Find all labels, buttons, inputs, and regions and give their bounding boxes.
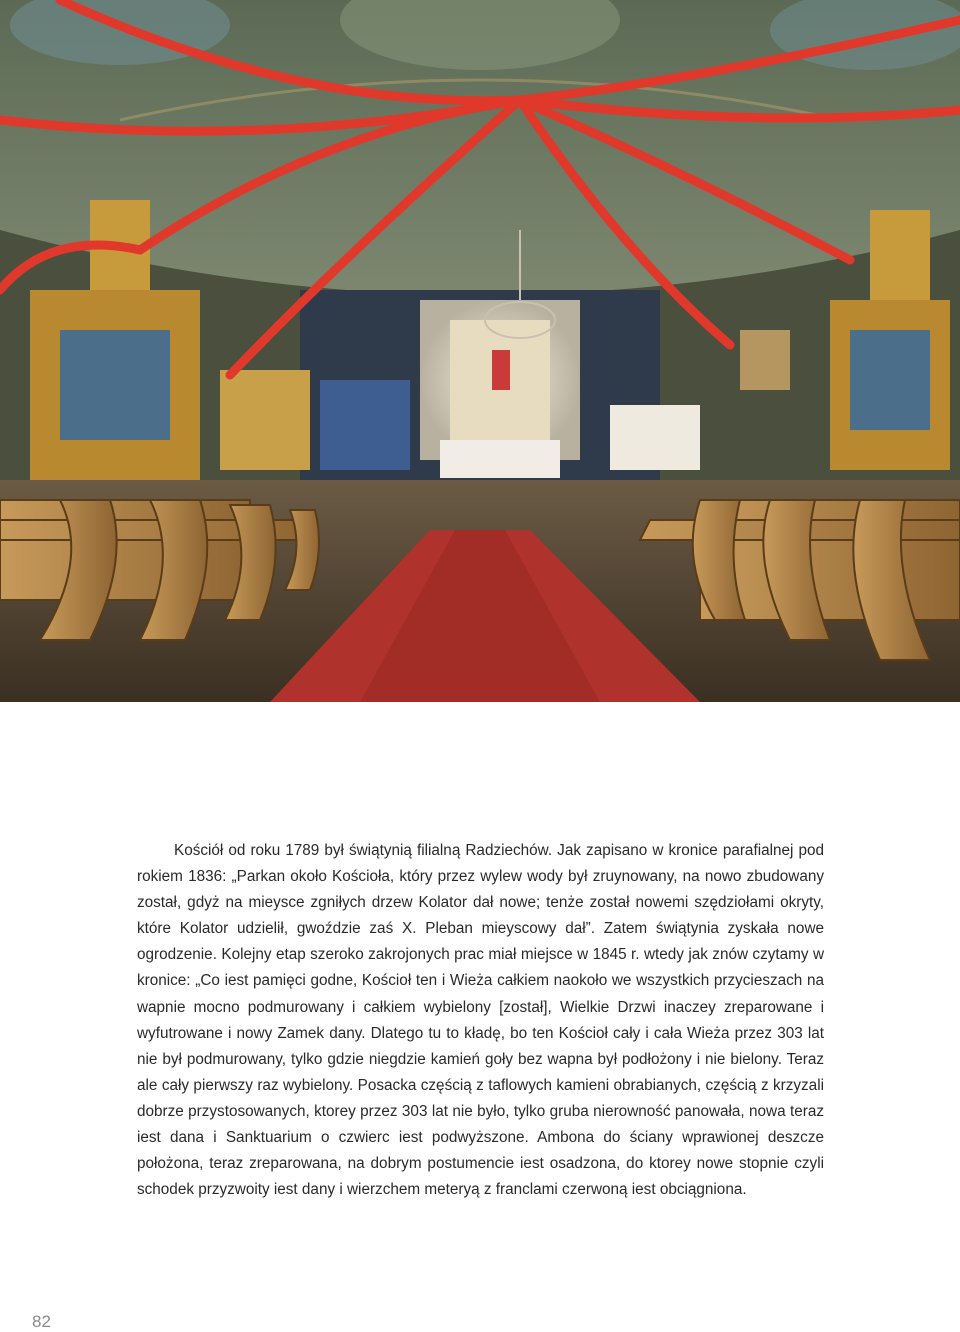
body-paragraph: Kościół od roku 1789 był świątynią filialną Radziechów. Jak zapisano w kronice parafialnej pod rokiem 1836: „Parkan około Kościoła, który przez wylew wody był zruynowany, na nowo zbudowany został, gdyż na mieysce zgniłych drzew Kolator dał nowe; tenże został nowemi szędziołami okryty, które Kolator udzielił, gwoździe zaś X. Pleban mieyscowy dał”. Zatem świątynia zyskała nowe ogrodzenie. Kolejny etap szeroko zakrojonych prac miał miejsce w 1845 r. wtedy jak znów czytamy w kronice: „Co iest pamięci godne, Kościoł ten i Wieża całkiem naokoło we wszystkich przycieszach na wapnie mocno podmurowany i całkiem wybielony [został], Wielkie Drzwi inaczey zreparowane i wyfutrowane i nowy Zamek dany. Dlatego tu to kładę, bo ten Kościoł cały i cała Wieża przez 303 lat nie był podmurowany, tylko gdzie niegdzie kamień goły bez wapna był podłożony i nie bielony. Teraz ale cały pierwszy raz wybielony. Posacka częścią z taflowych kamieni obrabianych, częścią z krzyzali dobrze przystosowanych, ktorey przez 303 lat nie było, tylko gruba nierowność panowała, nowa teraz iest dana i Sanktuarium o czwierc iest podwyższone. Ambona do ściany wprawionej deszcze położona, teraz zreparowana, na dobrym postumencie iest osadzona, do ktorey nowe stopnie czyli schodek przyzwoity iest dany i wierzchem meteryą z franclami czerwoną iest obciągniona. (137, 842, 824, 1199)
page-number: 82 (32, 1312, 51, 1331)
